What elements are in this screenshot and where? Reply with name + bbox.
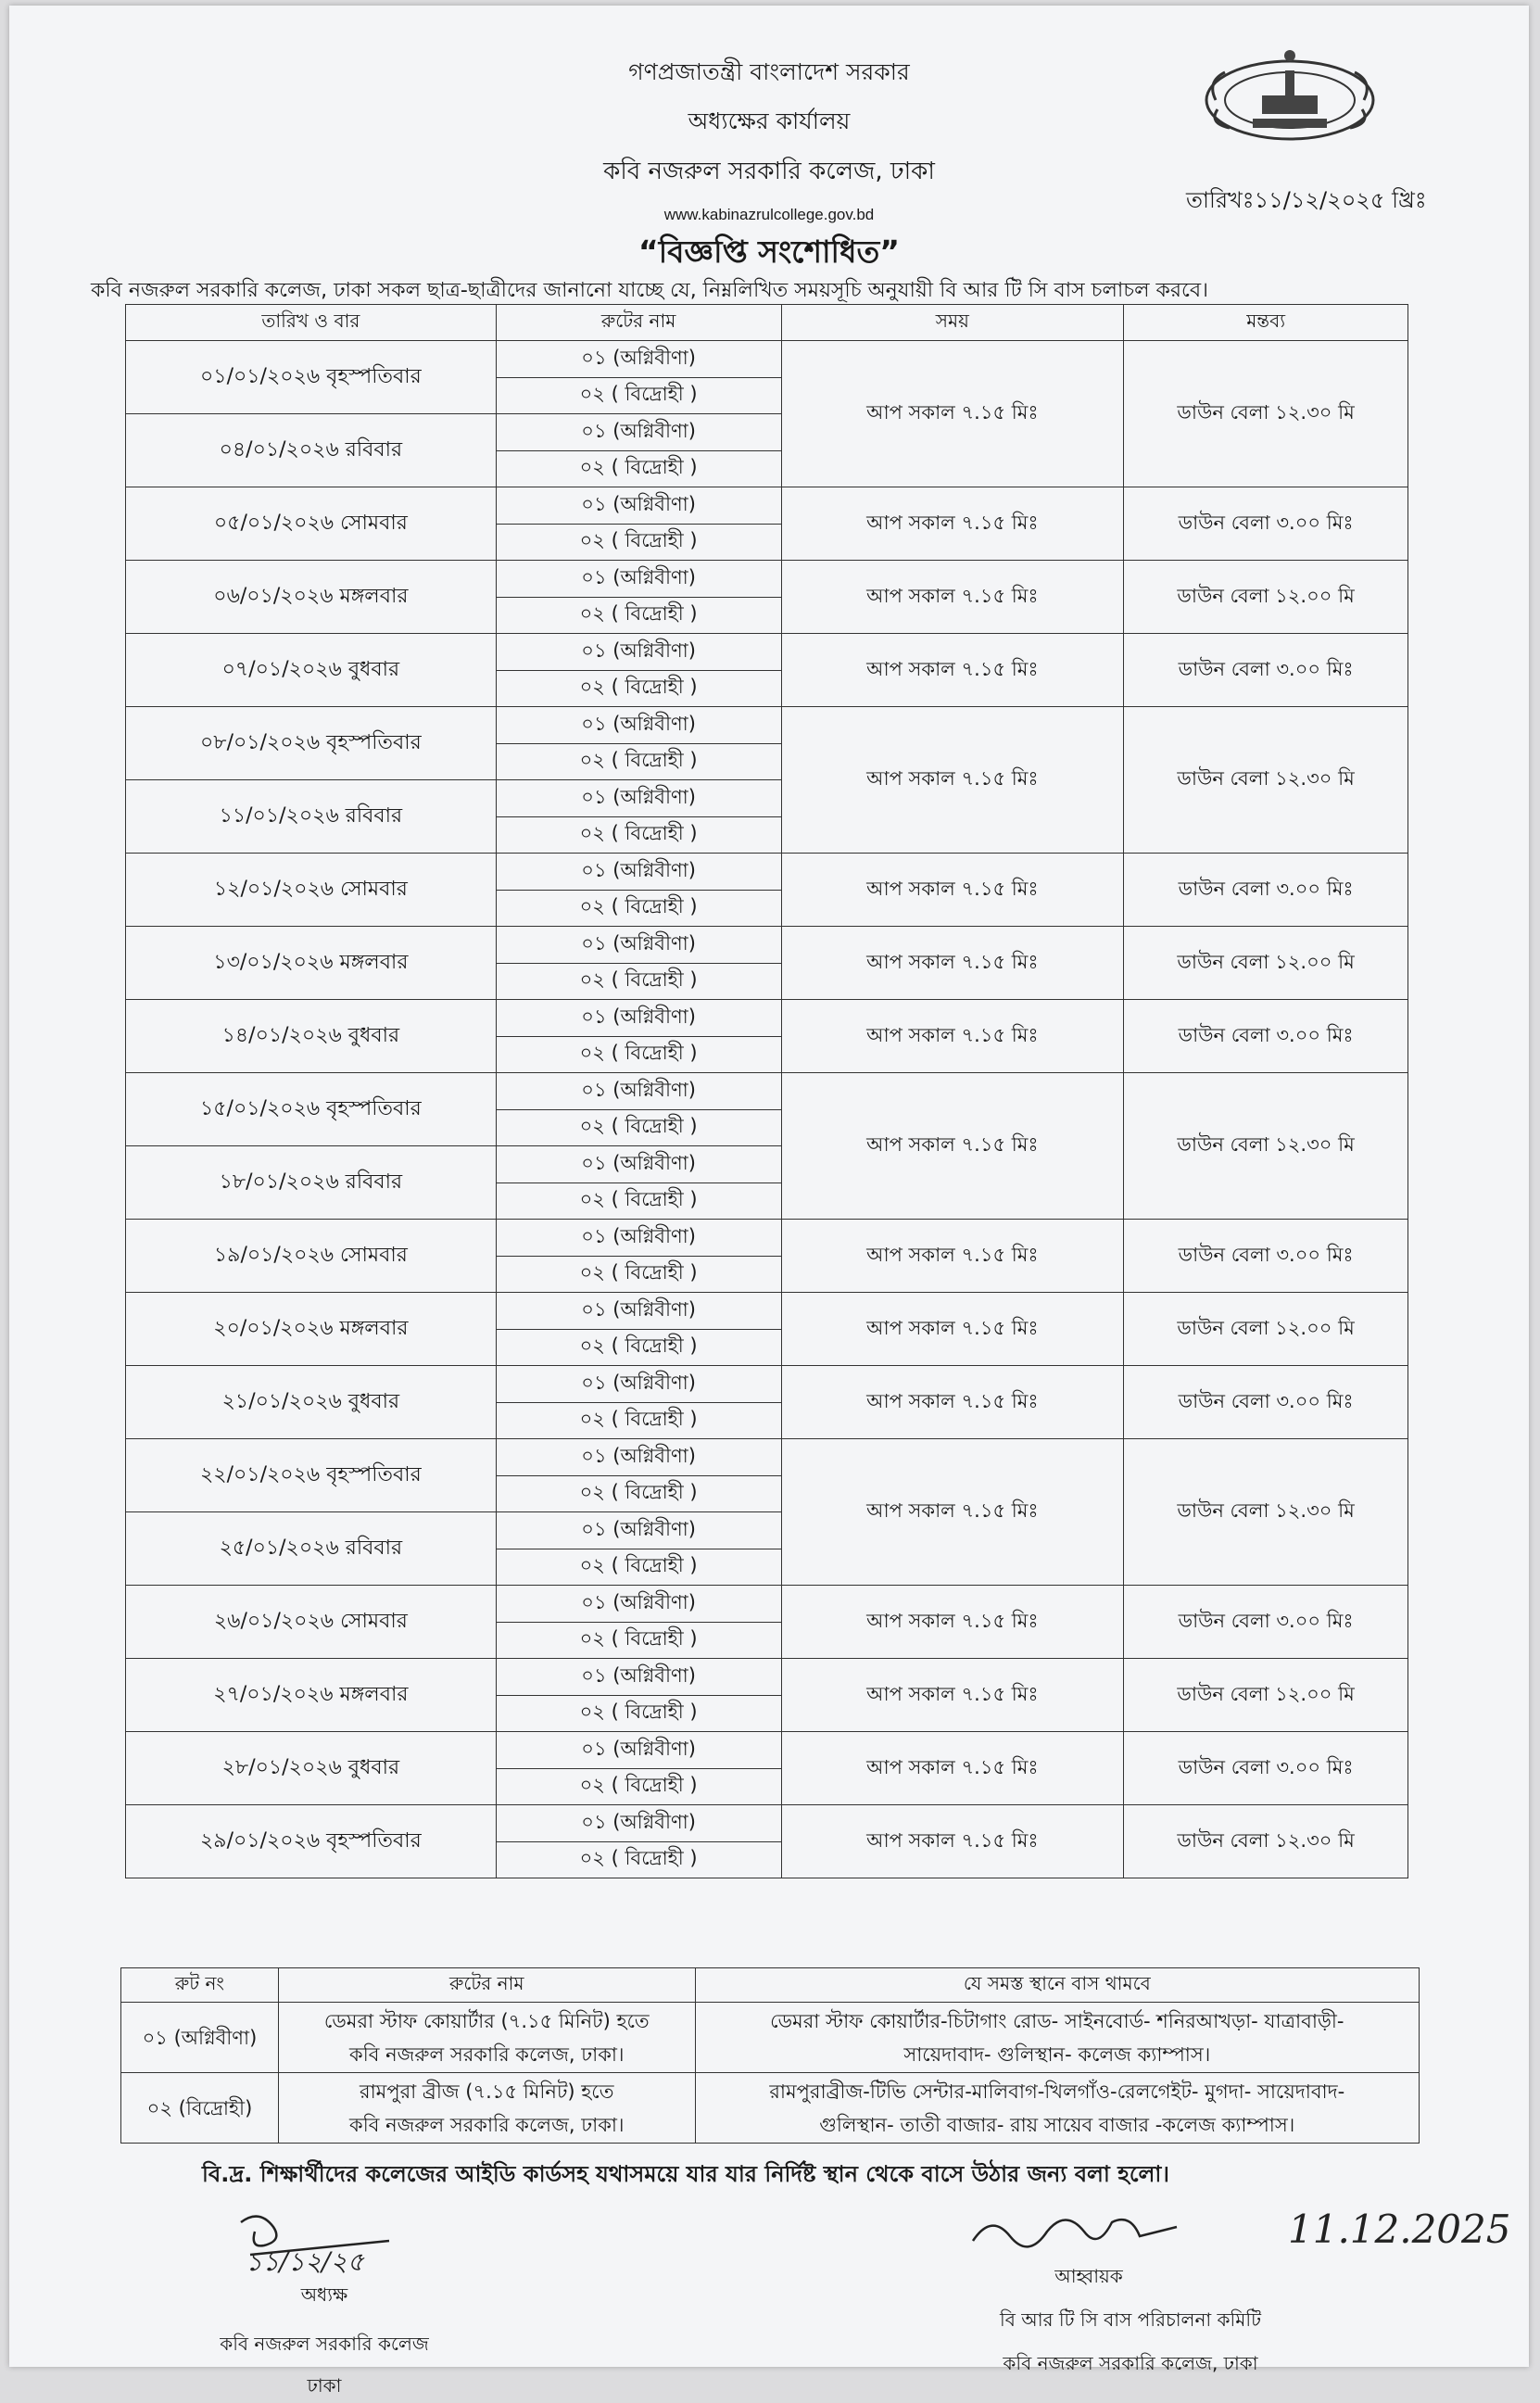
table-row [126,1220,1408,1257]
route-stops-cell [695,2073,1419,2144]
college-title: কবি নজরুল সরকারি কলেজ, ঢাকা [603,158,935,185]
principal-title: অধ্যক্ষ [300,2283,348,2306]
route-cell: ০২ ( বিদ্রোহী ) [496,890,781,927]
route-no-cell: ০১ (অগ্নিবীণা) [121,2003,279,2073]
route-name-line: রামপুরা ব্রীজ (৭.১৫ মিনিট) হতে [360,2080,614,2103]
route-cell: ০১ (অগ্নিবীণা) [496,414,781,451]
date-cell: ১৯/০১/২০২৬ সোমবার [126,1220,497,1293]
route-cell: ০২ ( বিদ্রোহী ) [496,1036,781,1073]
route-stops-cell [695,2003,1419,2073]
footnote: বি.দ্র. শিক্ষার্থীদের কলেজের আইডি কার্ডসহ যথাসময়ে যার যার নির্দিষ্ট স্থান থেকে বাসে উঠার জন্য বলা হলো। [202,2161,1169,2187]
route-cell: ০২ ( বিদ্রোহী ) [496,524,781,561]
time-cell: আপ সকাল ৭.১৫ মিঃ [781,707,1124,854]
header-time: সময় [781,305,1124,341]
route-cell: ০১ (অগ্নিবীণা) [496,854,781,891]
handwritten-date: 11.12.2025 [1288,2207,1511,2252]
route-cell: ০১ (অগ্নিবীণা) [496,1586,781,1623]
remarks-cell: ডাউন বেলা ৩.০০ মিঃ [1124,1586,1408,1659]
remarks-cell: ডাউন বেলা ৩.০০ মিঃ [1124,634,1408,707]
route-cell: ০২ ( বিদ্রোহী ) [496,1475,781,1512]
time-cell: আপ সকাল ৭.১৫ মিঃ [781,1073,1124,1220]
route-cell: ০১ (অগ্নিবীণা) [496,561,781,598]
table-row [126,487,1408,525]
route-name-cell [278,2003,695,2073]
table-row [126,1586,1408,1623]
route-cell: ০১ (অগ্নিবীণা) [496,1146,781,1183]
date-cell: ১৩/০১/২০২৬ মঙ্গলবার [126,927,497,1000]
date-cell: ২৬/০১/২০২৬ সোমবার [126,1586,497,1659]
route-cell: ০২ ( বিদ্রোহী ) [496,1622,781,1659]
notice-title: “বিজ্ঞপ্তি সংশোধিত” [638,234,900,270]
remarks-cell: ডাউন বেলা ৩.০০ মিঃ [1124,1366,1408,1439]
date-cell: ০৭/০১/২০২৬ বুধবার [126,634,497,707]
route-stops-line: গুলিস্থান- তাতী বাজার- রায় সায়েব বাজার -কলেজ ক্যাম্পাস। [819,2113,1295,2136]
remarks-cell: ডাউন বেলা ৩.০০ মিঃ [1124,487,1408,561]
route-cell: ০১ (অগ্নিবীণা) [496,1366,781,1403]
committee-name: বি আর টি সি বাস পরিচালনা কমিটি [1000,2308,1261,2331]
header-route: রুটের নাম [496,305,781,341]
route-stops-table [120,1967,1420,2144]
table-row [126,707,1408,744]
time-cell: আপ সকাল ৭.১৫ মিঃ [781,1586,1124,1659]
schedule-header-row [126,305,1408,341]
time-cell: আপ সকাল ৭.১৫ মিঃ [781,634,1124,707]
principal-signature-icon [185,2204,463,2278]
table-row [126,1000,1408,1037]
time-cell: আপ সকাল ৭.১৫ মিঃ [781,1366,1124,1439]
convener-signature-icon [936,2204,1325,2259]
table-row [126,1439,1408,1476]
remarks-cell: ডাউন বেলা ৩.০০ মিঃ [1124,1000,1408,1073]
route-cell: ০২ ( বিদ্রোহী ) [496,1256,781,1293]
route-name-cell [278,2073,695,2144]
date-cell: ২৯/০১/২০২৬ বৃহস্পতিবার [126,1805,497,1878]
route-cell: ০২ ( বিদ্রোহী ) [496,670,781,707]
time-cell: আপ সকাল ৭.১৫ মিঃ [781,487,1124,561]
table-row [126,854,1408,891]
route-cell: ০১ (অগ্নিবীণা) [496,487,781,525]
route-cell: ০১ (অগ্নিবীণা) [496,634,781,671]
route-cell: ০১ (অগ্নিবীণা) [496,1439,781,1476]
remarks-cell: ডাউন বেলা ১২.০০ মি [1124,561,1408,634]
table-row [121,2003,1420,2073]
table-row [126,634,1408,671]
date-cell: ২২/০১/২০২৬ বৃহস্পতিবার [126,1439,497,1512]
route-cell: ০২ ( বিদ্রোহী ) [496,816,781,854]
route-cell: ০১ (অগ্নিবীণা) [496,1220,781,1257]
principal-signature-block [185,2204,463,2403]
date-cell: ২৮/০১/২০২৬ বুধবার [126,1732,497,1805]
date-cell: ১৪/০১/২০২৬ বুধবার [126,1000,497,1073]
route-cell: ০১ (অগ্নিবীণা) [496,1732,781,1769]
route-cell: ০২ ( বিদ্রোহী ) [496,1695,781,1732]
remarks-cell: ডাউন বেলা ১২.০০ মি [1124,1293,1408,1366]
route-cell: ০২ ( বিদ্রোহী ) [496,377,781,414]
date-label: তারিখঃ [1186,187,1255,213]
routes-header-row [121,1968,1420,2003]
route-cell: ০১ (অগ্নিবীণা) [496,1293,781,1330]
date-cell: ০৬/০১/২০২৬ মঙ্গলবার [126,561,497,634]
remarks-cell: ডাউন বেলা ৩.০০ মিঃ [1124,1732,1408,1805]
convener-title: আহ্বায়ক [1054,2265,1123,2287]
date-value: ১১/১২/২০২৫ খ্রিঃ [1254,187,1427,213]
table-row [126,1659,1408,1696]
route-name-line: ডেমরা স্টাফ কোয়ার্টার (৭.১৫ মিনিট) হতে [323,2009,650,2032]
table-row [126,1732,1408,1769]
route-cell: ০২ ( বিদ্রোহী ) [496,450,781,487]
route-no-cell: ০২ (বিদ্রোহী) [121,2073,279,2144]
route-cell: ০১ (অগ্নিবীণা) [496,780,781,817]
remarks-cell: ডাউন বেলা ১২.৩০ মি [1124,1439,1408,1586]
time-cell: আপ সকাল ৭.১৫ মিঃ [781,927,1124,1000]
time-cell: আপ সকাল ৭.১৫ মিঃ [781,854,1124,927]
table-row [126,927,1408,964]
header-date: তারিখ ও বার [126,305,497,341]
time-cell: আপ সকাল ৭.১৫ মিঃ [781,1439,1124,1586]
govt-title: গণপ্রজাতন্ত্রী বাংলাদেশ সরকার [628,58,910,85]
time-cell: আপ সকাল ৭.১৫ মিঃ [781,1732,1124,1805]
time-cell: আপ সকাল ৭.১৫ মিঃ [781,1220,1124,1293]
route-stops-line: সায়েদাবাদ- গুলিস্থান- কলেজ ক্যাম্পাস। [903,2043,1211,2066]
route-cell: ০১ (অগ্নিবীণা) [496,1805,781,1842]
time-cell: আপ সকাল ৭.১৫ মিঃ [781,1293,1124,1366]
header-route-no: রুট নং [121,1968,279,2003]
route-cell: ০২ ( বিদ্রোহী ) [496,1329,781,1366]
table-row [126,561,1408,598]
principal-city: ঢাকা [307,2374,342,2397]
date-cell: ০১/০১/২০২৬ বৃহস্পতিবার [126,341,497,414]
principal-signature-date: ১১/১২/২৫ [246,2246,364,2277]
header-remarks: মন্তব্য [1124,305,1408,341]
table-row [126,1805,1408,1842]
remarks-cell: ডাউন বেলা ১২.৩০ মি [1124,341,1408,487]
date-cell: ১৮/০১/২০২৬ রবিবার [126,1146,497,1220]
date-cell: ২১/০১/২০২৬ বুধবার [126,1366,497,1439]
remarks-cell: ডাউন বেলা ১২.৩০ মি [1124,1805,1408,1878]
route-cell: ০১ (অগ্নিবীণা) [496,1000,781,1037]
remarks-cell: ডাউন বেলা ১২.০০ মি [1124,1659,1408,1732]
route-name-line: কবি নজরুল সরকারি কলেজ, ঢাকা। [349,2043,625,2066]
route-cell: ০২ ( বিদ্রোহী ) [496,963,781,1000]
route-cell: ০১ (অগ্নিবীণা) [496,927,781,964]
remarks-cell: ডাউন বেলা ৩.০০ মিঃ [1124,1220,1408,1293]
date-cell: ১৫/০১/২০২৬ বৃহস্পতিবার [126,1073,497,1146]
principal-org: কবি নজরুল সরকারি কলেজ [220,2333,429,2355]
route-cell: ০১ (অগ্নিবীণা) [496,707,781,744]
route-stops-line: রামপুরাব্রীজ-টিভি সেন্টার-মালিবাগ-খিলগাঁও-রেলগেইট- মুগদা- সায়েদাবাদ- [769,2080,1345,2103]
notice-intro: কবি নজরুল সরকারি কলেজ, ঢাকা সকল ছাত্র-ছাত্রীদের জানানো যাচ্ছে যে, নিম্নলিখিত সময়সূচি অনুযায়ী বি আর টি সি বাস চলাচল করবে। [91,279,1208,302]
route-cell: ০১ (অগ্নিবীণা) [496,1073,781,1110]
time-cell: আপ সকাল ৭.১৫ মিঃ [781,341,1124,487]
date-cell: ০৫/০১/২০২৬ সোমবার [126,487,497,561]
remarks-cell: ডাউন বেলা ১২.৩০ মি [1124,707,1408,854]
header-route-name: রুটের নাম [278,1968,695,2003]
table-row [126,341,1408,378]
header-stops: যে সমস্ত স্থানে বাস থামবে [695,1968,1419,2003]
table-row [126,1293,1408,1330]
notice-paper [9,6,1529,2397]
notice-date [1186,183,1427,221]
bus-schedule-table [125,304,1408,1878]
time-cell: আপ সকাল ৭.১৫ মিঃ [781,1659,1124,1732]
route-cell: ০২ ( বিদ্রোহী ) [496,1841,781,1878]
remarks-cell: ডাউন বেলা ৩.০০ মিঃ [1124,854,1408,927]
route-cell: ০২ ( বিদ্রোহী ) [496,1183,781,1220]
date-cell: ১১/০১/২০২৬ রবিবার [126,780,497,854]
table-row [126,1366,1408,1403]
date-cell: ০৪/০১/২০২৬ রবিবার [126,414,497,487]
convener-signature-block [936,2204,1325,2381]
convener-org: কবি নজরুল সরকারি কলেজ, ঢাকা [1003,2352,1258,2374]
remarks-cell: ডাউন বেলা ১২.০০ মি [1124,927,1408,1000]
route-cell: ০১ (অগ্নিবীণা) [496,1512,781,1549]
route-cell: ০২ ( বিদ্রোহী ) [496,743,781,780]
table-row [121,2073,1420,2144]
route-cell: ০২ ( বিদ্রোহী ) [496,1109,781,1146]
date-cell: ২৫/০১/২০২৬ রবিবার [126,1512,497,1586]
route-cell: ০১ (অগ্নিবীণা) [496,341,781,378]
date-cell: ০৮/০১/২০২৬ বৃহস্পতিবার [126,707,497,780]
time-cell: আপ সকাল ৭.১৫ মিঃ [781,1805,1124,1878]
website-text: www.kabinazrulcollege.gov.bd [663,206,875,223]
date-cell: ২৭/০১/২০২৬ মঙ্গলবার [126,1659,497,1732]
route-cell: ০২ ( বিদ্রোহী ) [496,1768,781,1805]
table-row [126,1073,1408,1110]
date-cell: ২০/০১/২০২৬ মঙ্গলবার [126,1293,497,1366]
route-cell: ০২ ( বিদ্রোহী ) [496,1402,781,1439]
route-cell: ০২ ( বিদ্রোহী ) [496,597,781,634]
date-cell: ১২/০১/২০২৬ সোমবার [126,854,497,927]
route-cell: ০২ ( বিদ্রোহী ) [496,1549,781,1586]
route-name-line: কবি নজরুল সরকারি কলেজ, ঢাকা। [349,2113,625,2136]
time-cell: আপ সকাল ৭.১৫ মিঃ [781,561,1124,634]
remarks-cell: ডাউন বেলা ১২.৩০ মি [1124,1073,1408,1220]
office-title: অধ্যক্ষের কার্যালয় [688,108,851,134]
route-cell: ০১ (অগ্নিবীণা) [496,1659,781,1696]
route-stops-line: ডেমরা স্টাফ কোয়ার্টার-চিটাগাং রোড- সাইনবোর্ড- শনিরআখড়া- যাত্রাবাড়ী- [770,2009,1344,2032]
college-logo-icon [1197,44,1382,156]
time-cell: আপ সকাল ৭.১৫ মিঃ [781,1000,1124,1073]
